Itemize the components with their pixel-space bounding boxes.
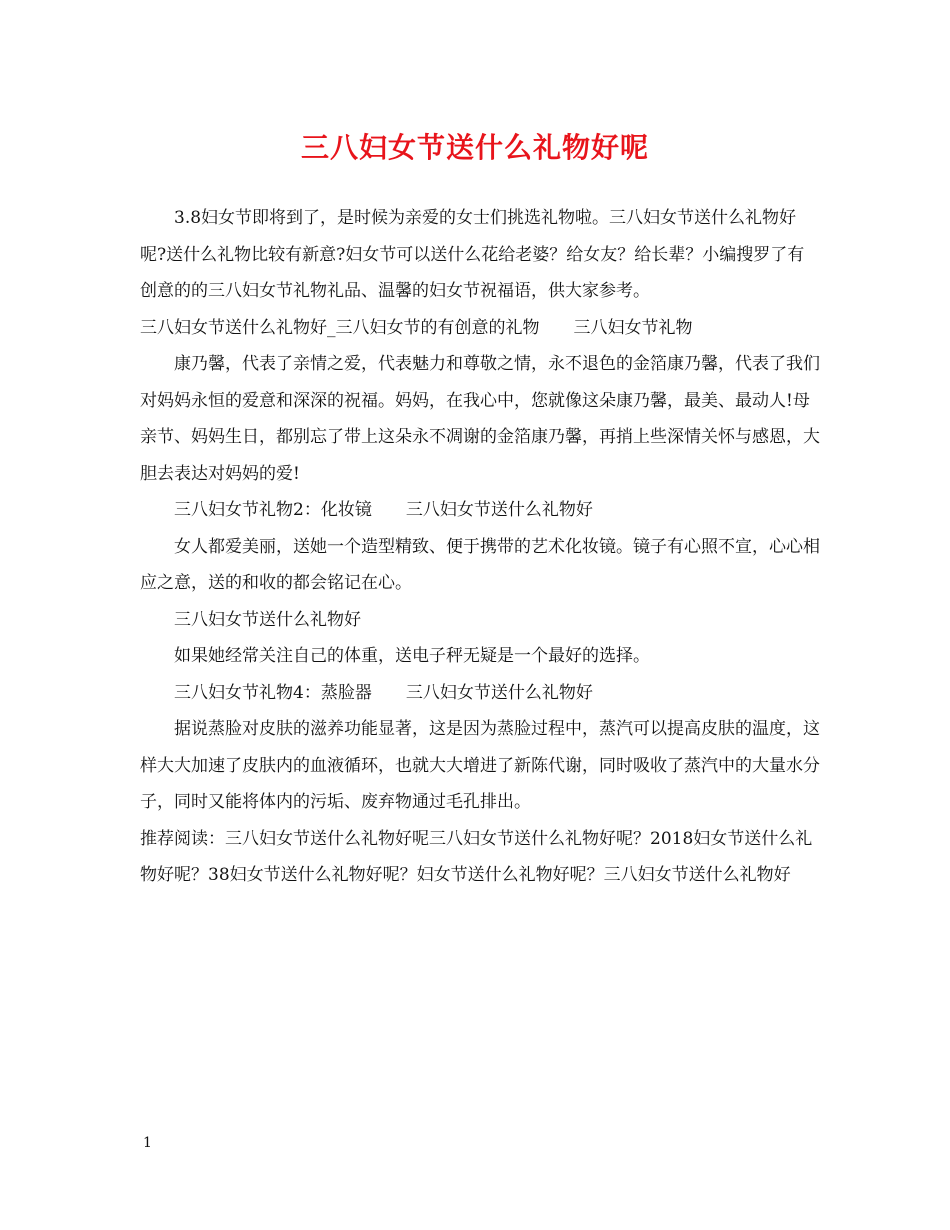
page-number: 1 [143, 1135, 152, 1151]
section-heading-gifts: 三八妇女节送什么礼物好_三八妇女节的有创意的礼物 三八妇女节礼物 [140, 317, 693, 338]
document-body [140, 200, 820, 894]
scale-paragraph: 如果她经常关注自己的体重，送电子秤无疑是一个最好的选择。 [174, 646, 650, 666]
mirror-paragraph: 女人都爱美丽，送她一个造型精致、便于携带的艺术化妆镜。镜子有心照不宣，心心相应之意，送的和收的都会铭记在心。 [140, 536, 820, 593]
gift-heading-steamer: 三八妇女节礼物4：蒸脸器 三八妇女节送什么礼物好 [174, 682, 593, 703]
gift-heading-mirror: 三八妇女节礼物2：化妆镜 三八妇女节送什么礼物好 [174, 500, 593, 520]
intro-paragraph: 3.8妇女节即将到了，是时候为亲爱的女士们挑选礼物啦。三八妇女节送什么礼物好呢?送什么礼物比较有新意?妇女节可以送什么花给老婆？给女友？给长辈？小编搜罗了有创意的的三八妇女节礼物礼品、温馨的妇女节祝福语，供大家参考。 [140, 208, 805, 301]
steamer-paragraph: 据说蒸脸对皮肤的滋养功能显著，这是因为蒸脸过程中，蒸汽可以提高皮肤的温度，这样大大加速了皮肤内的血液循环，也就大大增进了新陈代谢，同时吸收了蒸汽中的大量水分子，同时又能将体内的污垢、废弃物通过毛孔排出。 [140, 719, 820, 812]
carnation-paragraph: 康乃馨，代表了亲情之爱，代表魅力和尊敬之情，永不退色的金箔康乃馨，代表了我们对妈妈永恒的爱意和深深的祝福。妈妈，在我心中，您就像这朵康乃馨，最美、最动人!母亲节、妈妈生日，都别忘了带上这朵永不凋谢的金箔康乃馨，再捎上些深情关怀与感恩，大胆去表达对妈妈的爱! [140, 354, 820, 484]
recommended-reading: 推荐阅读：三八妇女节送什么礼物好呢三八妇女节送什么礼物好呢？2018妇女节送什么礼物好呢？38妇女节送什么礼物好呢？妇女节送什么礼物好呢？三八妇女节送什么礼物好 [140, 828, 813, 885]
document-title: 三八妇女节送什么礼物好呢 [300, 131, 649, 164]
gift-heading-scale: 三八妇女节送什么礼物好 [174, 609, 361, 630]
